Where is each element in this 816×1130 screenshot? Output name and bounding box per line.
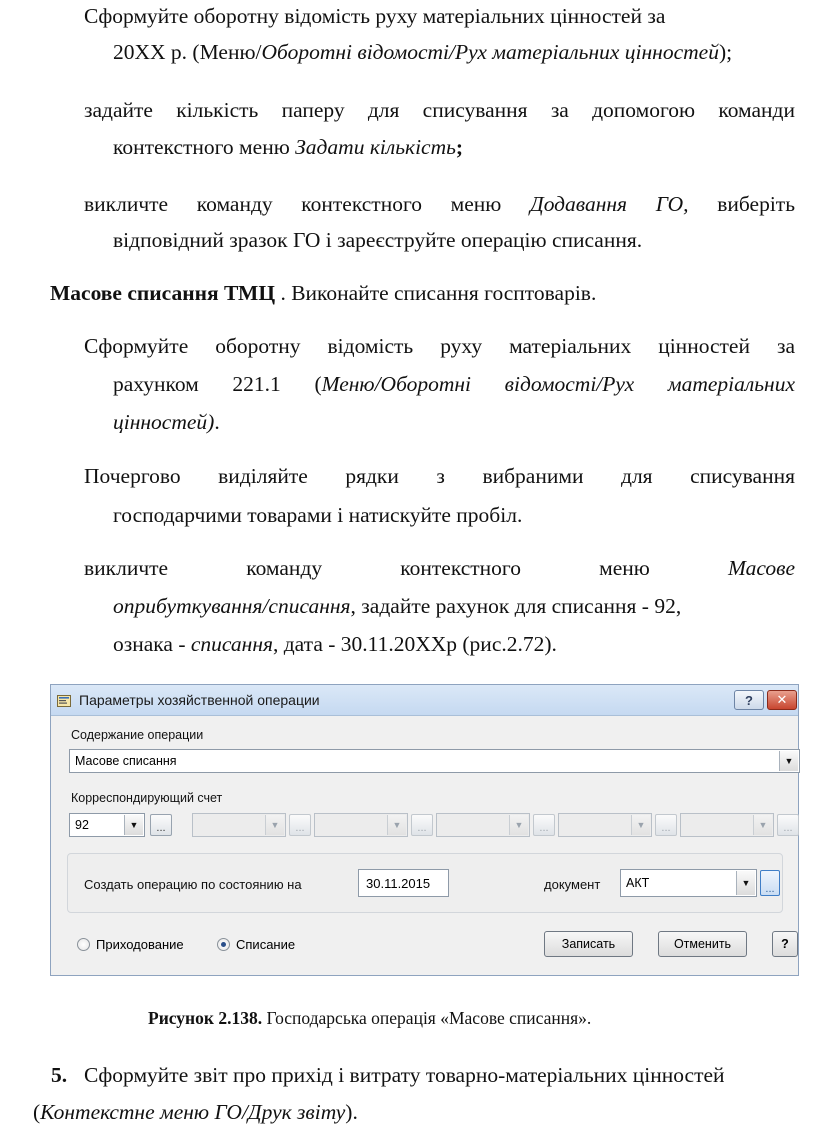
subaccount-browse-3: ...	[533, 814, 555, 836]
para-line: відповідний зразок ГО і зареєструйте операцію списання.	[113, 228, 643, 252]
para-line: ознака - списання, дата - 30.11.20ХХр (рис.2.72).	[113, 632, 557, 656]
chevron-down-icon: ▼	[753, 815, 772, 835]
save-button[interactable]: Записать	[544, 931, 633, 957]
content-label: Содержание операции	[71, 728, 204, 742]
list-item-text: Сформуйте звіт про прихід і витрату товарно-матеріальних цінностей	[84, 1063, 725, 1087]
title-help-button[interactable]: ?	[734, 690, 764, 710]
dialog-titlebar	[51, 685, 798, 716]
cancel-button[interactable]: Отменить	[658, 931, 747, 957]
chevron-down-icon[interactable]: ▼	[124, 815, 143, 835]
subaccount-browse-5: ...	[777, 814, 799, 836]
date-document-group	[67, 853, 783, 913]
chevron-down-icon[interactable]: ▼	[779, 751, 798, 771]
subaccount-select-1	[192, 813, 286, 837]
para-line: контекстного меню Задати кількість;	[113, 135, 464, 159]
para-line: викличте команду контекстного меню Додавання ГО, виберіть	[84, 192, 795, 216]
account-browse-button[interactable]: ...	[150, 814, 172, 836]
document-browse-button[interactable]: ...	[760, 870, 780, 896]
chevron-down-icon: ▼	[265, 815, 284, 835]
radio-income[interactable]: Приходование	[77, 937, 184, 952]
figure-caption: Рисунок 2.138. Господарська операція «Масове списання».	[148, 1008, 592, 1028]
title-close-button[interactable]: ✕	[767, 690, 797, 710]
para-line: рахунком 221.1 (Меню/Оборотні відомості/Рух матеріальних	[113, 372, 795, 396]
para-line: Сформуйте оборотну відомість руху матеріальних цінностей за	[84, 4, 666, 28]
chevron-down-icon[interactable]: ▼	[736, 871, 755, 895]
chevron-down-icon: ▼	[387, 815, 406, 835]
para-line: Почергово виділяйте рядки з вибраними для списування	[84, 464, 795, 488]
app-icon	[57, 693, 71, 707]
para-line: цінностей).	[113, 410, 220, 434]
account-select[interactable]: 92 ▼	[69, 813, 145, 837]
subaccount-browse-1: ...	[289, 814, 311, 836]
document-label: документ	[544, 877, 601, 892]
radio-selected-icon[interactable]	[217, 938, 230, 951]
list-item-text: (Контекстне меню ГО/Друк звіту).	[33, 1100, 358, 1124]
subaccount-browse-2: ...	[411, 814, 433, 836]
content-select[interactable]: Масове списання ▼	[69, 749, 800, 773]
para-line: задайте кількість паперу для списування за допомогою команди	[84, 98, 795, 122]
subaccount-select-2	[314, 813, 408, 837]
radio-writeoff[interactable]: Списание	[217, 937, 295, 952]
subaccount-browse-4: ...	[655, 814, 677, 836]
section-heading: Масове списання ТМЦ . Виконайте списання госптоварів.	[50, 281, 597, 305]
date-label: Создать операцию по состоянию на	[84, 877, 302, 892]
para-line: Сформуйте оборотну відомість руху матеріальних цінностей за	[84, 334, 795, 358]
account-label: Корреспондирующий счет	[71, 791, 223, 805]
list-item-number: 5.	[51, 1063, 68, 1087]
chevron-down-icon: ▼	[509, 815, 528, 835]
document-select[interactable]: АКТ ▼	[620, 869, 757, 897]
dialog-title: Параметры хозяйственной операции	[79, 692, 320, 708]
subaccount-select-5	[680, 813, 774, 837]
radio-circle-icon[interactable]	[77, 938, 90, 951]
date-field[interactable]: 30.11.2015	[358, 869, 449, 897]
para-line: 20ХХ р. (Меню/Оборотні відомості/Рух матеріальних цінностей);	[113, 40, 733, 64]
subaccount-select-4	[558, 813, 652, 837]
subaccount-select-3	[436, 813, 530, 837]
para-line: господарчими товарами і натискуйте пробіл.	[113, 503, 523, 527]
operation-params-dialog	[50, 684, 799, 976]
chevron-down-icon: ▼	[631, 815, 650, 835]
para-line: викличте команду контекстного меню Масове	[84, 556, 795, 580]
help-button[interactable]: ?	[772, 931, 798, 957]
para-line: оприбуткування/списання, задайте рахунок для списання - 92,	[113, 594, 682, 618]
